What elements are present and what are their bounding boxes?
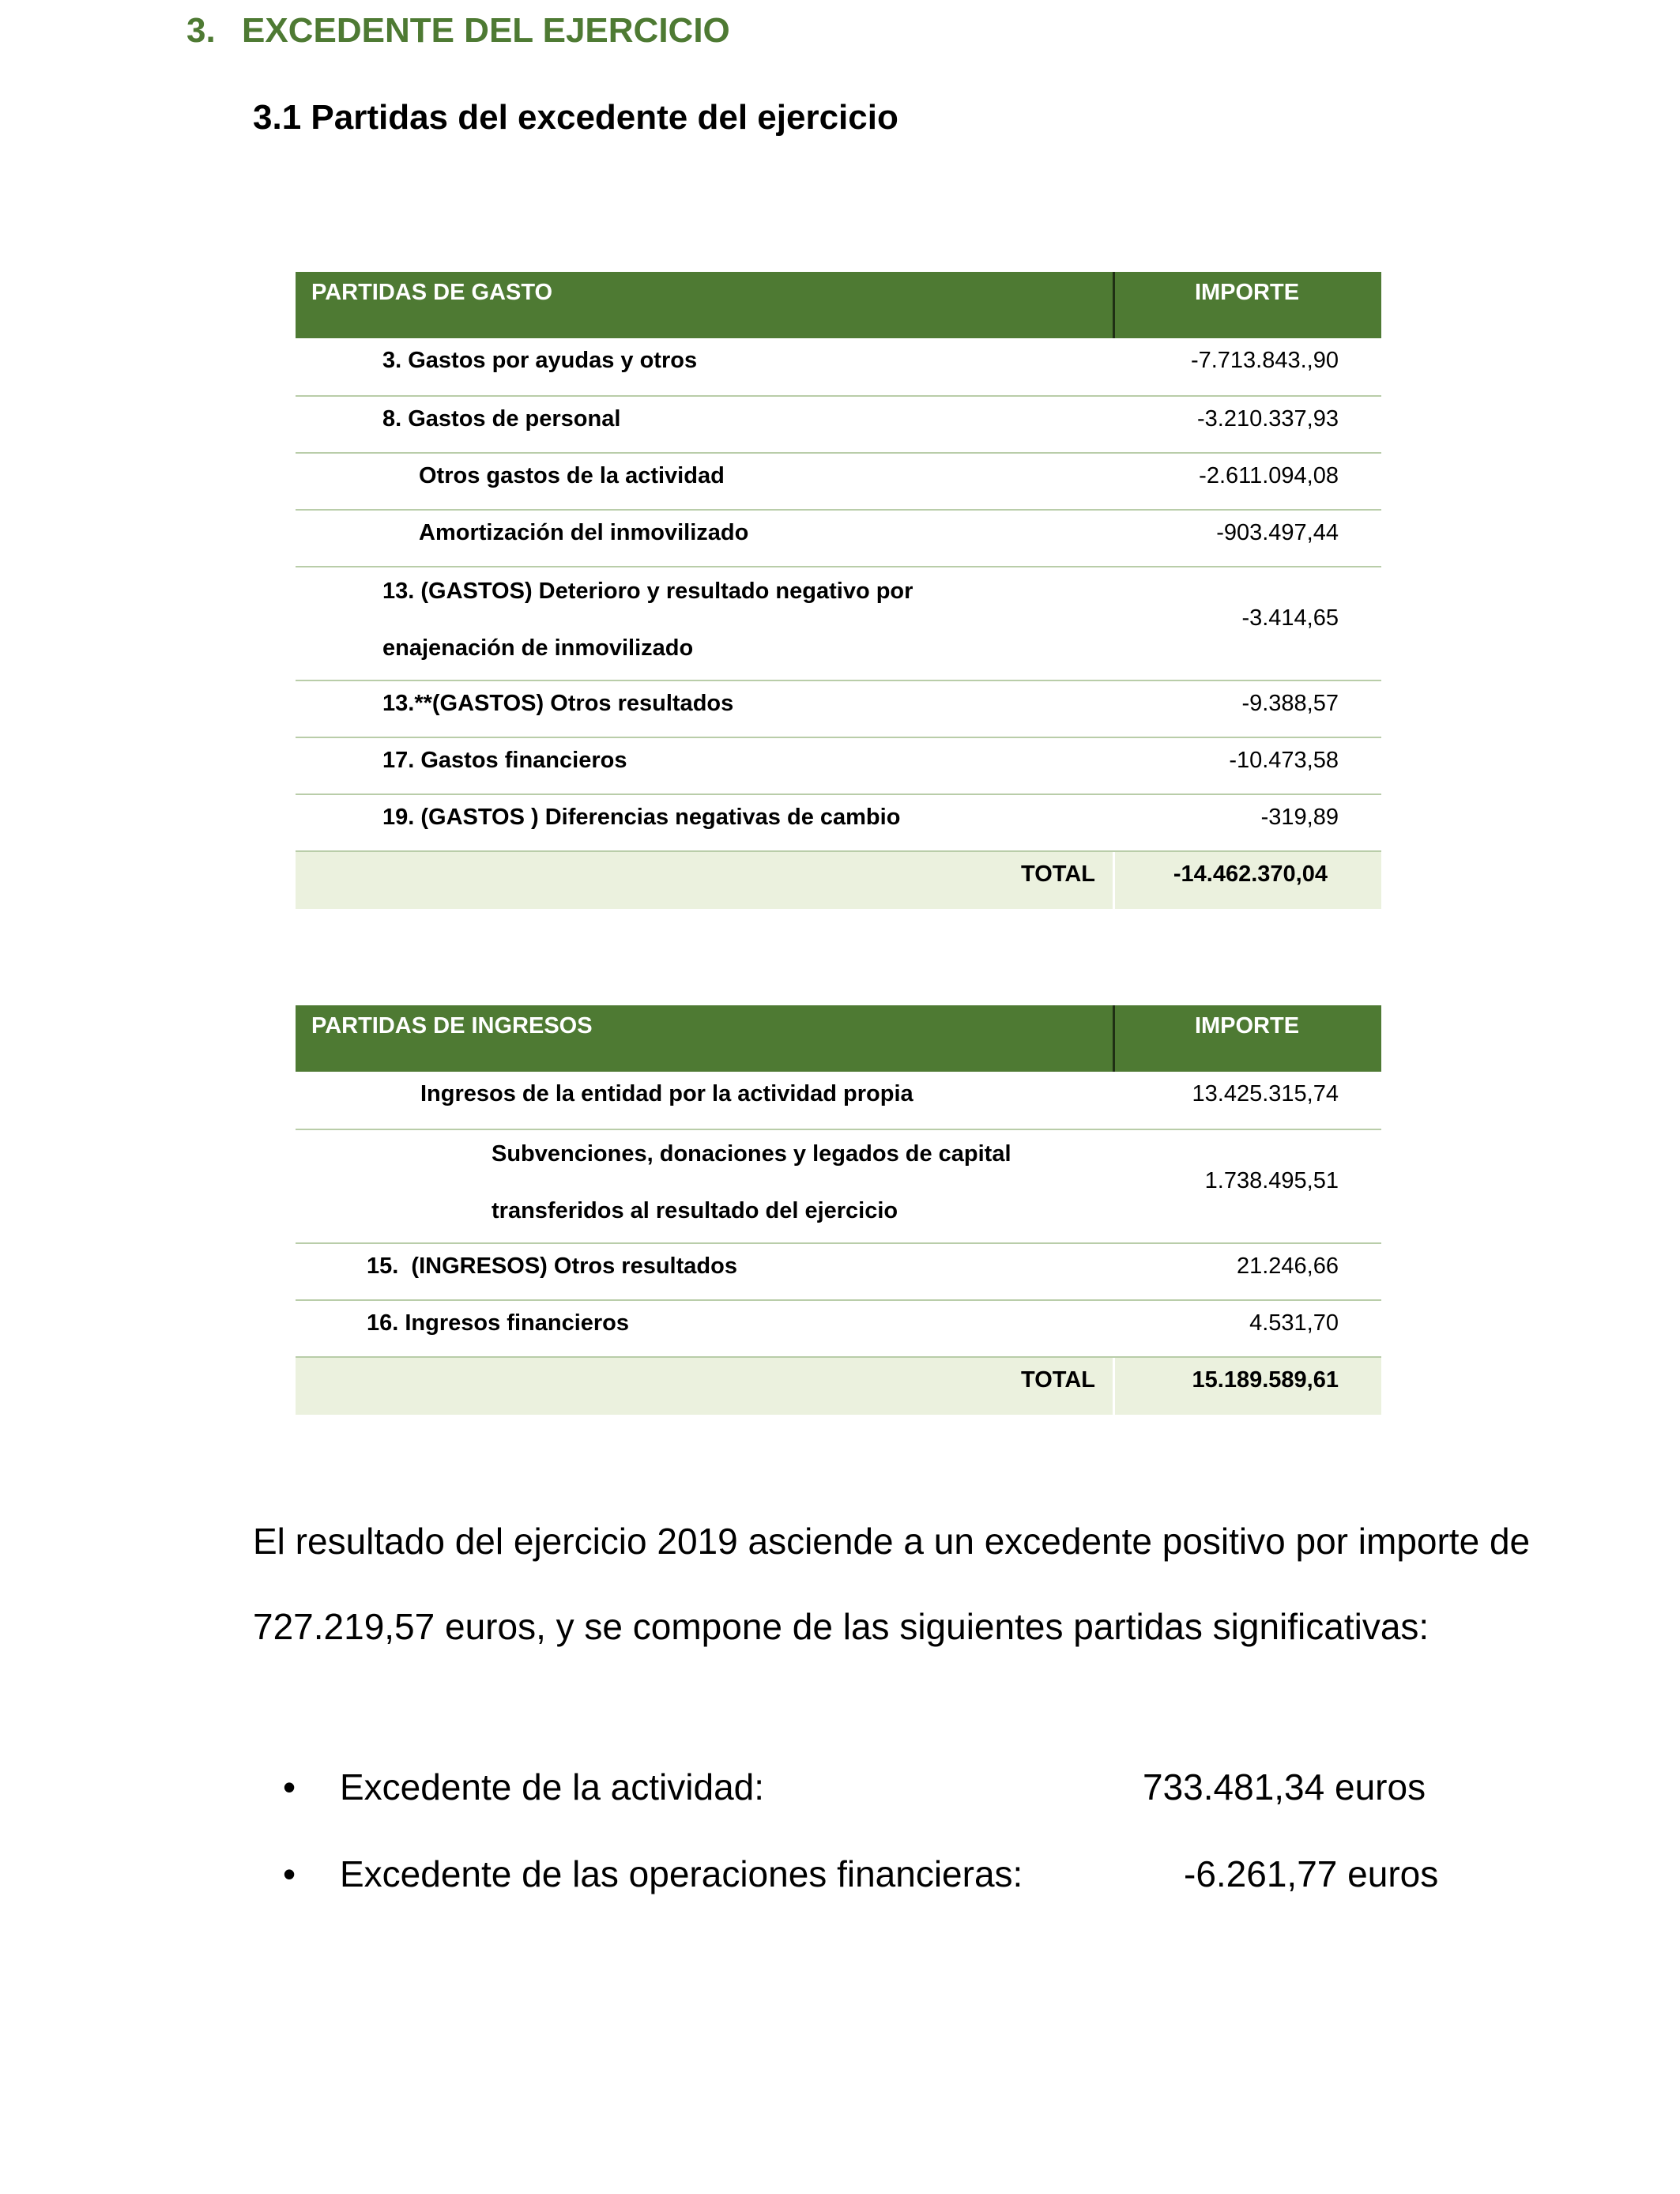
row-amount: -3.414,65	[1241, 605, 1339, 631]
header-amount: IMPORTE	[1194, 1013, 1300, 1039]
table-row	[296, 338, 1381, 397]
row-label-line2: transferidos al resultado del ejercicio	[492, 1198, 898, 1223]
table-row	[296, 1301, 1381, 1358]
row-amount: 4.531,70	[1249, 1310, 1339, 1336]
row-label-line1: 13. (GASTOS) Deterioro y resultado negativo por	[382, 579, 913, 604]
table-header	[296, 1005, 1381, 1072]
row-label: 15. (INGRESOS) Otros resultados	[367, 1253, 737, 1279]
row-amount: -7.713.843.,90	[1190, 348, 1339, 373]
bullet-icon: •	[283, 1766, 296, 1808]
total-row	[296, 852, 1381, 909]
gastos-table	[296, 272, 1381, 909]
table-header	[296, 272, 1381, 338]
header-label: PARTIDAS DE GASTO	[311, 280, 553, 305]
header-label: PARTIDAS DE INGRESOS	[311, 1013, 593, 1039]
subsection-heading: 3.1 Partidas del excedente del ejercicio	[253, 98, 898, 137]
row-label: 17. Gastos financieros	[382, 748, 627, 773]
table-row	[296, 454, 1381, 511]
row-amount: -10.473,58	[1229, 748, 1339, 773]
row-label: 16. Ingresos financieros	[367, 1310, 630, 1336]
section-heading	[186, 11, 730, 51]
table-row	[296, 738, 1381, 795]
row-label: 19. (GASTOS ) Diferencias negativas de cambio	[382, 805, 901, 830]
header-amount: IMPORTE	[1194, 280, 1300, 305]
row-amount: 21.246,66	[1236, 1253, 1339, 1279]
row-label	[382, 563, 913, 677]
row-amount: -3.210.337,93	[1197, 406, 1339, 432]
row-amount: 1.738.495,51	[1204, 1168, 1339, 1193]
total-label: TOTAL	[1021, 861, 1095, 887]
bullet-item	[283, 1766, 764, 1808]
row-label: 8. Gastos de personal	[382, 406, 621, 432]
total-label: TOTAL	[1021, 1367, 1095, 1393]
table-row	[296, 567, 1381, 681]
row-label: Otros gastos de la actividad	[419, 463, 725, 488]
bullet-label: Excedente de la actividad:	[340, 1766, 765, 1808]
table-row	[296, 1130, 1381, 1244]
total-divider	[1113, 1358, 1115, 1415]
section-title: EXCEDENTE DEL EJERCICIO	[242, 11, 730, 50]
row-amount: -319,89	[1260, 805, 1339, 830]
section-number: 3.	[186, 11, 216, 50]
row-label-line2: enajenación de inmovilizado	[382, 635, 694, 661]
row-label: 3. Gastos por ayudas y otros	[382, 348, 698, 373]
table-row	[296, 1244, 1381, 1301]
table-row	[296, 681, 1381, 738]
ingresos-table	[296, 1005, 1381, 1415]
bullet-item	[283, 1853, 1023, 1895]
row-label: 13.**(GASTOS) Otros resultados	[382, 691, 734, 716]
total-amount: 15.189.589,61	[1192, 1367, 1339, 1393]
table-row	[296, 397, 1381, 454]
bullet-label: Excedente de las operaciones financieras:	[340, 1853, 1023, 1894]
total-row	[296, 1358, 1381, 1415]
row-amount: -9.388,57	[1241, 691, 1339, 716]
bullet-value: 733.481,34 euros	[1143, 1766, 1426, 1808]
result-paragraph: El resultado del ejercicio 2019 asciende a un excedente positivo por importe de 727.219,57 euros, y se compone de las siguientes partidas significativas:	[253, 1521, 1531, 1647]
bullet-icon: •	[283, 1853, 296, 1894]
row-amount: -903.497,44	[1216, 520, 1339, 545]
row-label-line1: Subvenciones, donaciones y legados de capital	[492, 1141, 1011, 1167]
total-divider	[1113, 852, 1115, 909]
row-label	[492, 1125, 1011, 1239]
table-row	[296, 795, 1381, 852]
bullet-value: -6.261,77 euros	[1184, 1853, 1439, 1894]
table-row	[296, 511, 1381, 567]
row-amount: -2.611.094,08	[1199, 463, 1339, 488]
table-row	[296, 1072, 1381, 1130]
row-amount: 13.425.315,74	[1192, 1081, 1339, 1106]
total-amount: -14.462.370,04	[1173, 861, 1328, 887]
row-label: Ingresos de la entidad por la actividad propia	[420, 1081, 913, 1106]
row-label: Amortización del inmovilizado	[419, 520, 749, 545]
